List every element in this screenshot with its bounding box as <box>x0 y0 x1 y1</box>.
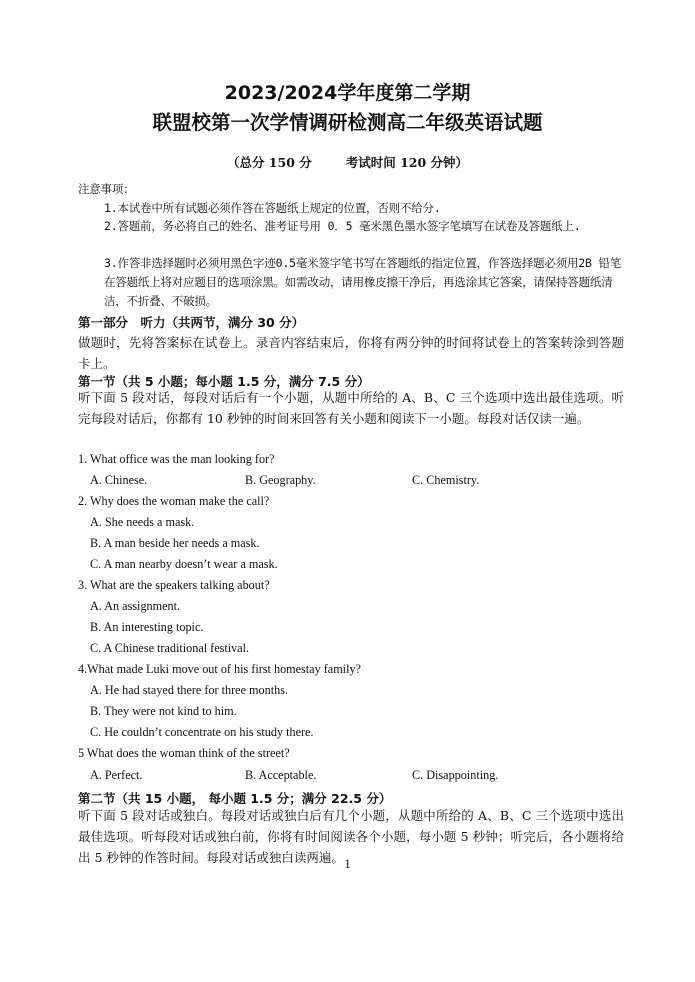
exam-subtitle <box>0 153 695 171</box>
note-item: 2.答题前，务必将自己的姓名、准考证号用 0．5 毫米黑色墨水签字笔填写在试卷及答题纸上. <box>104 219 581 233</box>
section2-heading: 第二节（共 15 小题， 每小题 1.5 分；满分 22.5 分） <box>78 791 392 806</box>
section1-intro: 听下面 5 段对话，每段对话后有一个小题，从题中所给的 A、B、C 三个选项中选出最佳选项。听完每段对话后，你都有 10 秒钟的时间来回答有关小题和阅读下一小题。每段对话仅读一遍。 <box>78 390 624 426</box>
option-5c: C. Disappointing. <box>412 768 499 782</box>
exam-time: 考试时间 120 分钟） <box>345 155 469 170</box>
option-4b: B. They were not kind to him. <box>90 704 237 718</box>
part1-intro: 做题时，先将答案标在试卷上。录音内容结束后，你将有两分钟的时间将试卷上的答案转涂到答题卡上。 <box>78 335 624 371</box>
option-2a: A. She needs a mask. <box>90 515 195 529</box>
option-3c: C. A Chinese traditional festival. <box>90 641 250 655</box>
question-3: 3. What are the speakers talking about? <box>78 578 270 592</box>
section1-heading: 第一节（共 5 小题；每小题 1.5 分，满分 7.5 分） <box>78 374 370 389</box>
option-2c: C. A man nearby doesn’t wear a mask. <box>90 557 278 571</box>
option-4c: C. He couldn’t concentrate on his study there. <box>90 725 314 739</box>
part1-heading: 第一部分 听力（共两节，满分 30 分） <box>78 315 305 330</box>
option-3b: B. An interesting topic. <box>90 620 204 634</box>
question-1: 1. What office was the man looking for? <box>78 452 275 466</box>
option-5b: B. Acceptable. <box>245 768 317 782</box>
question-2: 2. Why does the woman make the call? <box>78 494 270 508</box>
option-1c: C. Chemistry. <box>412 473 480 487</box>
option-1a: A. Chinese. <box>90 473 148 487</box>
note-item: 3.作答非选择题时必须用黑色字迹0.5毫米签字笔书写在答题纸的指定位置，作答选择题必须用2B 铅笔在答题纸上将对应题目的选项涂黑。如需改动，请用橡皮擦干净后，再选涂其它答案，请保持答题纸清洁，不折叠、不破损。 <box>104 256 622 308</box>
exam-title-line2: 联盟校第一次学情调研检测高二年级英语试题 <box>152 111 543 134</box>
exam-title-line1: 2023/2024学年度第二学期 <box>224 82 471 104</box>
total-score: （总分 150 分 <box>226 155 312 170</box>
note-item: 1.本试卷中所有试题必须作答在答题纸上规定的位置，否则不给分. <box>104 201 441 215</box>
option-1b: B. Geography. <box>245 473 316 487</box>
notes-label: 注意事项： <box>78 182 135 196</box>
option-2b: B. A man beside her needs a mask. <box>90 536 260 550</box>
question-5: 5 What does the woman think of the street? <box>78 746 290 760</box>
question-4: 4.What made Luki move out of his first homestay family? <box>78 662 361 676</box>
page-number: 1 <box>344 856 351 871</box>
option-3a: A. An assignment. <box>90 599 181 613</box>
section2-intro: 听下面 5 段对话或独白。每段对话或独白后有几个小题，从题中所给的 A、B、C 三个选项中选出最佳选项。听每段对话或独白前，你将有时间阅读各个小题，每小题 5 秒钟；听完后，各小题将给出 5 秒钟的作答时间。每段对话或独白读两遍。 <box>78 808 624 865</box>
option-5a: A. Perfect. <box>90 768 143 782</box>
option-4a: A. He had stayed there for three months. <box>90 683 288 697</box>
